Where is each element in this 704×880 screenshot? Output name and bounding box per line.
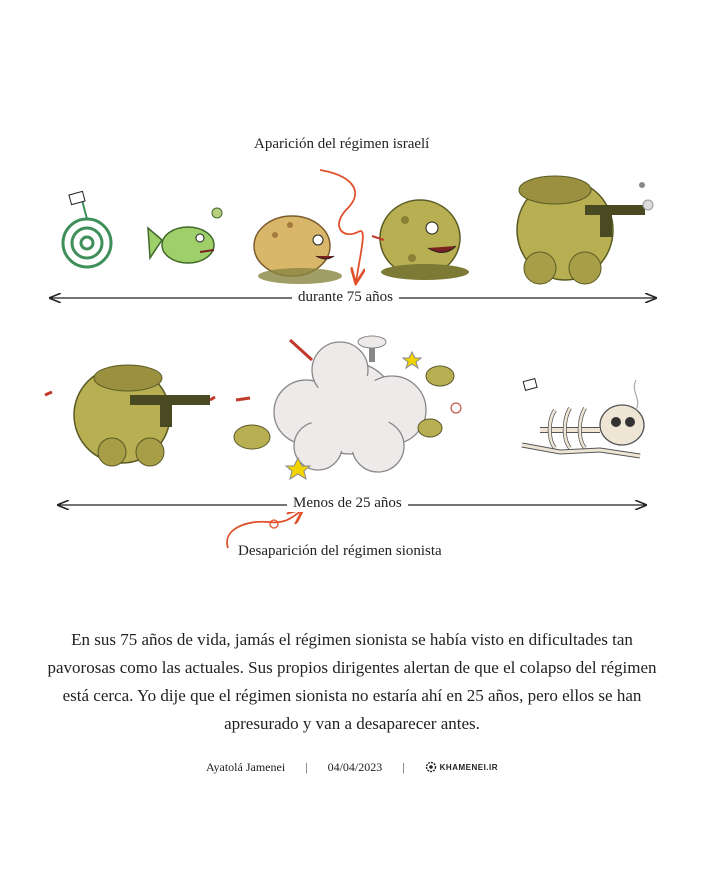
top-caption: Aparición del régimen israelí [248, 136, 435, 153]
small-creature-drawing [148, 208, 222, 263]
quote-text: En sus 75 años de vida, jamás el régimen sionista se había visto en dificultades tan pavorosas como las actuales. Sus propios dirigentes alertan de que el colapso del régimen está cerca. Yo dije que el régimen sionista no estaría ahí en 25 años, pero ellos se han apresurado y van a desaparecer antes. [47, 630, 657, 733]
armed-soldier-drawing [517, 176, 653, 284]
bottom-caption: Desaparición del régimen sionista [232, 543, 448, 560]
date-text: 04/04/2023 [327, 759, 383, 774]
monster-creature-drawing [372, 200, 469, 280]
emergence-arrow [320, 170, 363, 282]
khamenei-logo-icon [425, 761, 437, 773]
top-timeline-label: durante 75 años [292, 289, 399, 306]
explosion-cloud-drawing [234, 336, 461, 479]
skeleton-drawing [522, 379, 644, 456]
toad-creature-drawing [254, 216, 342, 284]
armed-soldier-drawing-2 [45, 365, 215, 466]
separator: | [402, 759, 405, 774]
separator: | [305, 759, 308, 774]
bottom-timeline-label: Menos de 25 años [287, 495, 408, 512]
site-logo-text: KHAMENEI.IR [439, 762, 499, 772]
target-seed-drawing [63, 191, 111, 267]
site-logo[interactable] [425, 761, 498, 773]
author-name: Ayatolá Jamenei [205, 759, 286, 774]
credits-bar [0, 757, 704, 777]
